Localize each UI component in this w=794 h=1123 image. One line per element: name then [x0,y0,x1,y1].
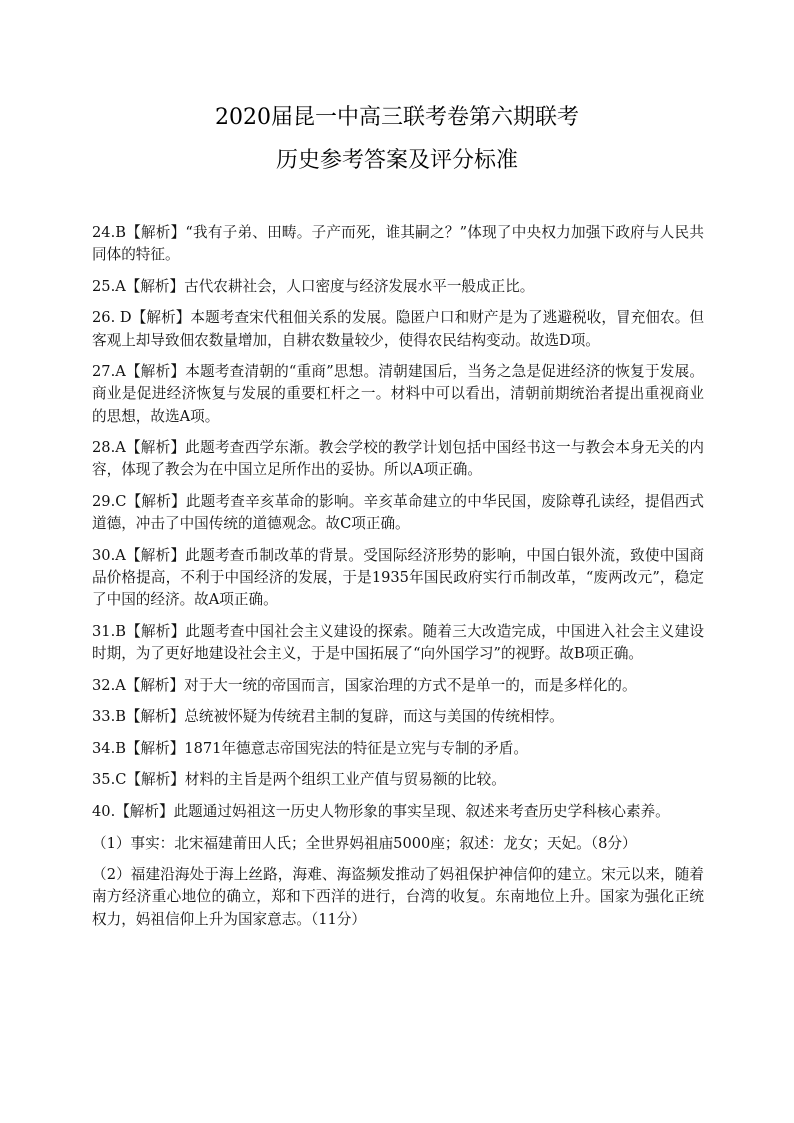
answer-item-29: 29.C【解析】此题考查辛亥革命的影响。辛亥革命建立的中华民国，废除尊孔读经，提倡西式道德，冲击了中国传统的道德观念。故C项正确。 [92,492,704,533]
answer-item-32: 32.A【解析】对于大一统的帝国而言，国家治理的方式不是单一的，而是多样化的。 [92,676,637,694]
answer-item-40: 40.【解析】此题通过妈祖这一历史人物形象的事实呈现、叙述来考查历史学科核心素养。 [92,802,670,820]
document-subtitle: 历史参考答案及评分标准 [275,148,518,173]
answer-item-40-part2: （2）福建沿海处于海上丝路，海难、海盗频发推动了妈祖保护神信仰的建立。宋元以来，随着南方经济重心地位的确立，郑和下西洋的进行，台湾的收复。东南地位上升。国家为强化正统权力，妈祖信仰上升为国家意志。（11分） [92,866,704,928]
answer-item-40-part1: （1）事实：北宋福建莆田人氏；全世界妈祖庙5000座；叙述：龙女；天妃。（8分） [92,834,637,852]
answer-item-26: 26. D【解析】本题考查宋代租佃关系的发展。隐匿户口和财产是为了逃避税收，冒充佃农。但客观上却导致佃农数量增加，自耕农数量较少，使得农民结构变动。故选D项。 [92,309,704,349]
answer-item-25: 25.A【解析】古代农耕社会，人口密度与经济发展水平一般成正比。 [92,277,535,295]
answer-item-27: 27.A【解析】本题考查清朝的“重商”思想。清朝建国后，当务之急是促进经济的恢复于发展。商业是促进经济恢复与发展的重要杠杆之一。材料中可以看出，清朝前期统治者提出重视商业的思想，故选A项。 [92,363,704,425]
answer-item-31: 31.B【解析】此题考查中国社会主义建设的探索。随着三大改造完成，中国进入社会主义建设时期，为了更好地建设社会主义，于是中国拓展了“向外国学习”的视野。故B项正确。 [92,622,704,662]
answer-item-24: 24.B【解析】“我有子弟、田畴。子产而死，谁其嗣之？”体现了中央权力加强下政府与人民共同体的特征。 [92,224,704,264]
answer-item-35: 35.C【解析】材料的主旨是两个组织工业产值与贸易额的比较。 [92,771,506,789]
answer-item-30: 30.A【解析】此题考查币制改革的背景。受国际经济形势的影响，中国白银外流，致使中国商品价格提高，不利于中国经济的发展，于是1935年国民政府实行币制改革，“废两改元”，稳定了中国的经济。故A项正确。 [92,546,704,609]
answer-item-33: 33.B【解析】总统被怀疑为传统君主制的复辟，而这与美国的传统相悖。 [92,708,564,726]
answer-item-28: 28.A【解析】此题考查西学东渐。教会学校的教学计划包括中国经书这一与教会本身无关的内容，体现了教会为在中国立足所作出的妥协。所以A项正确。 [92,439,704,479]
document-title: 2020届昆一中高三联考卷第六期联考 [215,105,579,130]
answer-list [92,222,704,940]
answer-item-34: 34.B【解析】1871年德意志帝国宪法的特征是立宪与专制的矛盾。 [92,739,528,757]
